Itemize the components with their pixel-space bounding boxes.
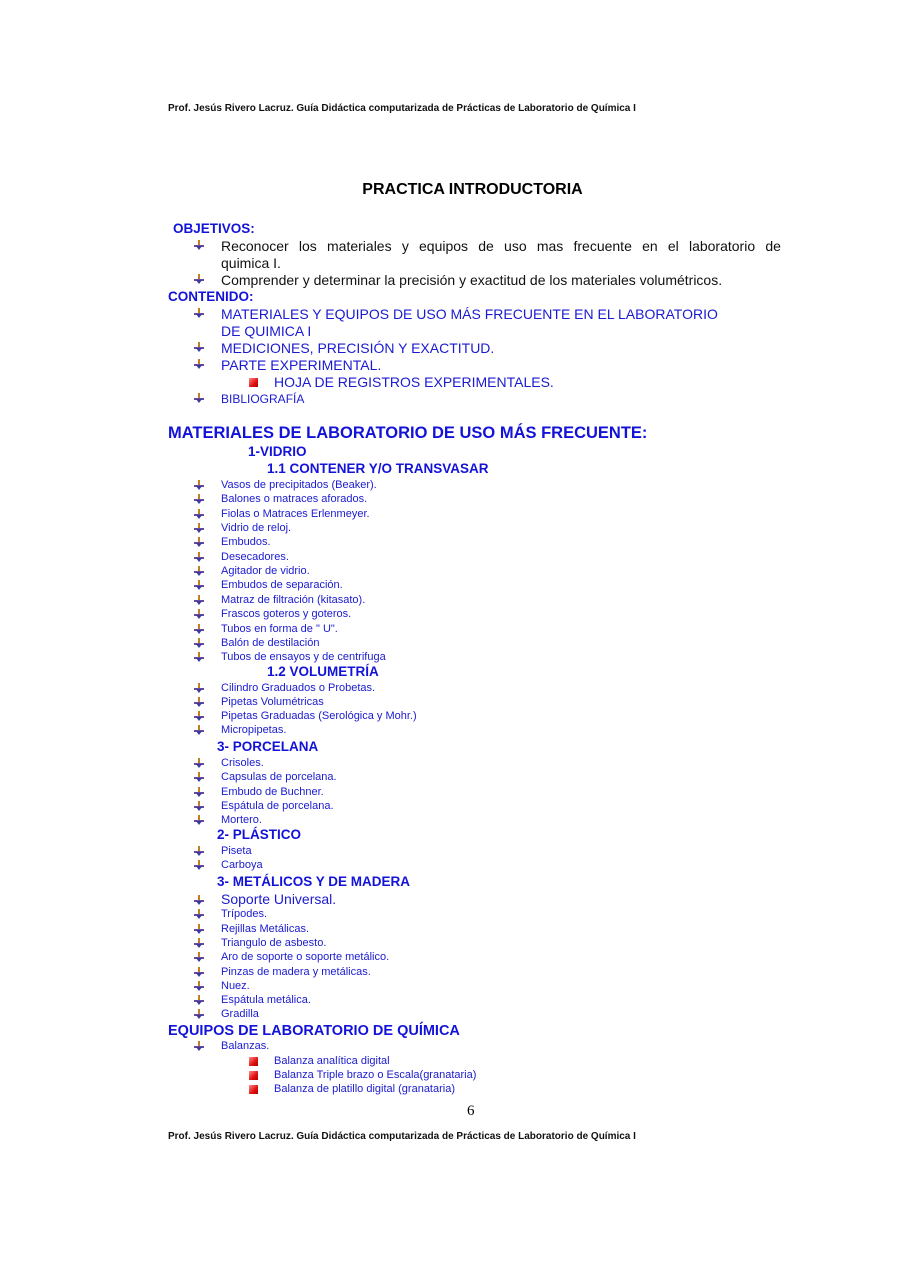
arrow-bullet-icon (194, 995, 204, 1005)
arrow-bullet-icon (194, 240, 204, 250)
equipos-item: Balanzas. (221, 1040, 270, 1052)
page-header: Prof. Jesús Rivero Lacruz. Guía Didáctica computarizada de Prácticas de Laboratorio de Química I (168, 103, 636, 114)
list-item: Frascos goteros y goteros. (221, 608, 352, 621)
arrow-bullet-icon (194, 860, 204, 870)
square-bullet-icon (249, 1085, 258, 1094)
list-item: Pipetas Graduadas (Serológica y Mohr.) (221, 710, 417, 723)
objetivo-2: Comprender y determinar la precisión y exactitud de los materiales volumétricos. (221, 272, 723, 288)
list-item: Micropipetas. (221, 724, 287, 737)
objetivo-1-text: Reconocer los materiales y equipos de uso mas frecuente en el laboratorio de (221, 238, 781, 254)
vidrio-heading: 1-VIDRIO (248, 444, 307, 459)
contener-heading: 1.1 CONTENER Y/O TRANSVASAR (267, 461, 489, 476)
list-item: Capsulas de porcelana. (221, 771, 337, 784)
arrow-bullet-icon (194, 537, 204, 547)
list-item: Balanza analítica digital (274, 1055, 390, 1067)
list-item: Tubos de ensayos y de centrifuga (221, 651, 386, 664)
arrow-bullet-icon (194, 609, 204, 619)
square-bullet-icon (249, 1071, 258, 1080)
arrow-bullet-icon (194, 981, 204, 991)
list-item: Soporte Universal. (221, 891, 337, 907)
arrow-bullet-icon (194, 772, 204, 782)
list-item: Agitador de vidrio. (221, 565, 310, 578)
contenido-item-cont: DE QUIMICA I (221, 323, 312, 339)
arrow-bullet-icon (194, 595, 204, 605)
list-item: Pinzas de madera y metálicas. (221, 965, 371, 978)
list-item: Tubos en forma de " U". (221, 622, 338, 635)
list-item: Balones o matraces aforados. (221, 493, 368, 506)
square-bullet-icon (249, 378, 258, 387)
arrow-bullet-icon (194, 938, 204, 948)
contenido-item: MATERIALES Y EQUIPOS DE USO MÁS FRECUENTE EN EL LABORATORIO (221, 306, 718, 322)
arrow-bullet-icon (194, 580, 204, 590)
arrow-bullet-icon (194, 787, 204, 797)
arrow-bullet-icon (194, 494, 204, 504)
arrow-bullet-icon (194, 509, 204, 519)
list-item: Carboya (221, 859, 263, 872)
arrow-bullet-icon (194, 815, 204, 825)
list-item: Crisoles. (221, 757, 264, 769)
list-item: Balanza de platillo digital (granataria) (274, 1083, 455, 1096)
objetivo-1-cont: quimica I. (221, 255, 281, 271)
objetivo-1 (221, 239, 781, 253)
contenido-item: PARTE EXPERIMENTAL. (221, 357, 382, 373)
list-item: Espátula metálica. (221, 994, 311, 1007)
arrow-bullet-icon (194, 624, 204, 634)
page-footer: Prof. Jesús Rivero Lacruz. Guía Didáctica computarizada de Prácticas de Laboratorio de Química I (168, 1131, 636, 1142)
materiales-heading: MATERIALES DE LABORATORIO DE USO MÁS FRECUENTE: (168, 424, 648, 442)
contenido-subitem: HOJA DE REGISTROS EXPERIMENTALES. (274, 374, 554, 390)
list-item: Matraz de filtración (kitasato). (221, 593, 366, 606)
arrow-bullet-icon (194, 725, 204, 735)
arrow-bullet-icon (194, 846, 204, 856)
arrow-bullet-icon (194, 952, 204, 962)
arrow-bullet-icon (194, 342, 204, 352)
arrow-bullet-icon (194, 895, 204, 905)
page-number: 6 (467, 1103, 475, 1119)
arrow-bullet-icon (194, 523, 204, 533)
arrow-bullet-icon (194, 652, 204, 662)
arrow-bullet-icon (194, 274, 204, 284)
list-item: Mortero. (221, 814, 262, 827)
equipos-heading: EQUIPOS DE LABORATORIO DE QUÍMICA (168, 1023, 460, 1039)
arrow-bullet-icon (194, 1041, 204, 1051)
list-item: Piseta (221, 845, 252, 857)
list-item: Cilindro Graduados o Probetas. (221, 682, 376, 694)
arrow-bullet-icon (194, 758, 204, 768)
arrow-bullet-icon (194, 308, 204, 318)
contenido-item: BIBLIOGRAFÍA (221, 392, 305, 406)
contenido-heading: CONTENIDO: (168, 289, 254, 304)
list-item: Embudos. (221, 536, 271, 549)
list-item: Balanza Triple brazo o Escala(granataria) (274, 1069, 477, 1082)
plastico-heading: 2- PLÁSTICO (217, 827, 302, 842)
page-title: PRACTICA INTRODUCTORIA (362, 181, 583, 198)
arrow-bullet-icon (194, 638, 204, 648)
arrow-bullet-icon (194, 924, 204, 934)
objetivos-heading: OBJETIVOS: (173, 221, 255, 236)
list-item: Desecadores. (221, 550, 289, 563)
arrow-bullet-icon (194, 566, 204, 576)
arrow-bullet-icon (194, 697, 204, 707)
square-bullet-icon (249, 1057, 258, 1066)
contenido-item: MEDICIONES, PRECISIÓN Y EXACTITUD. (221, 340, 495, 356)
volumetria-heading: 1.2 VOLUMETRÍA (267, 664, 379, 679)
list-item: Vidrio de reloj. (221, 522, 292, 535)
list-item: Espátula de porcelana. (221, 799, 334, 812)
list-item: Pipetas Volumétricas (221, 696, 324, 709)
arrow-bullet-icon (194, 967, 204, 977)
list-item: Nuez. (221, 979, 250, 992)
list-item: Fiolas o Matraces Erlenmeyer. (221, 507, 370, 520)
arrow-bullet-icon (194, 909, 204, 919)
list-item: Embudos de separación. (221, 579, 343, 592)
metalicos-heading: 3- METÁLICOS Y DE MADERA (217, 874, 411, 889)
arrow-bullet-icon (194, 359, 204, 369)
list-item: Vasos de precipitados (Beaker). (221, 479, 377, 491)
list-item: Balón de destilación (221, 636, 320, 649)
arrow-bullet-icon (194, 711, 204, 721)
arrow-bullet-icon (194, 480, 204, 490)
arrow-bullet-icon (194, 683, 204, 693)
list-item: Embudo de Buchner. (221, 785, 324, 798)
arrow-bullet-icon (194, 801, 204, 811)
list-item: Triangulo de asbesto. (221, 936, 327, 949)
porcelana-heading: 3- PORCELANA (217, 739, 319, 754)
list-item: Gradilla (221, 1008, 259, 1021)
arrow-bullet-icon (194, 552, 204, 562)
arrow-bullet-icon (194, 393, 204, 403)
list-item: Rejillas Metálicas. (221, 922, 310, 935)
list-item: Trípodes. (221, 908, 268, 921)
arrow-bullet-icon (194, 1009, 204, 1019)
list-item: Aro de soporte o soporte metálico. (221, 951, 390, 964)
